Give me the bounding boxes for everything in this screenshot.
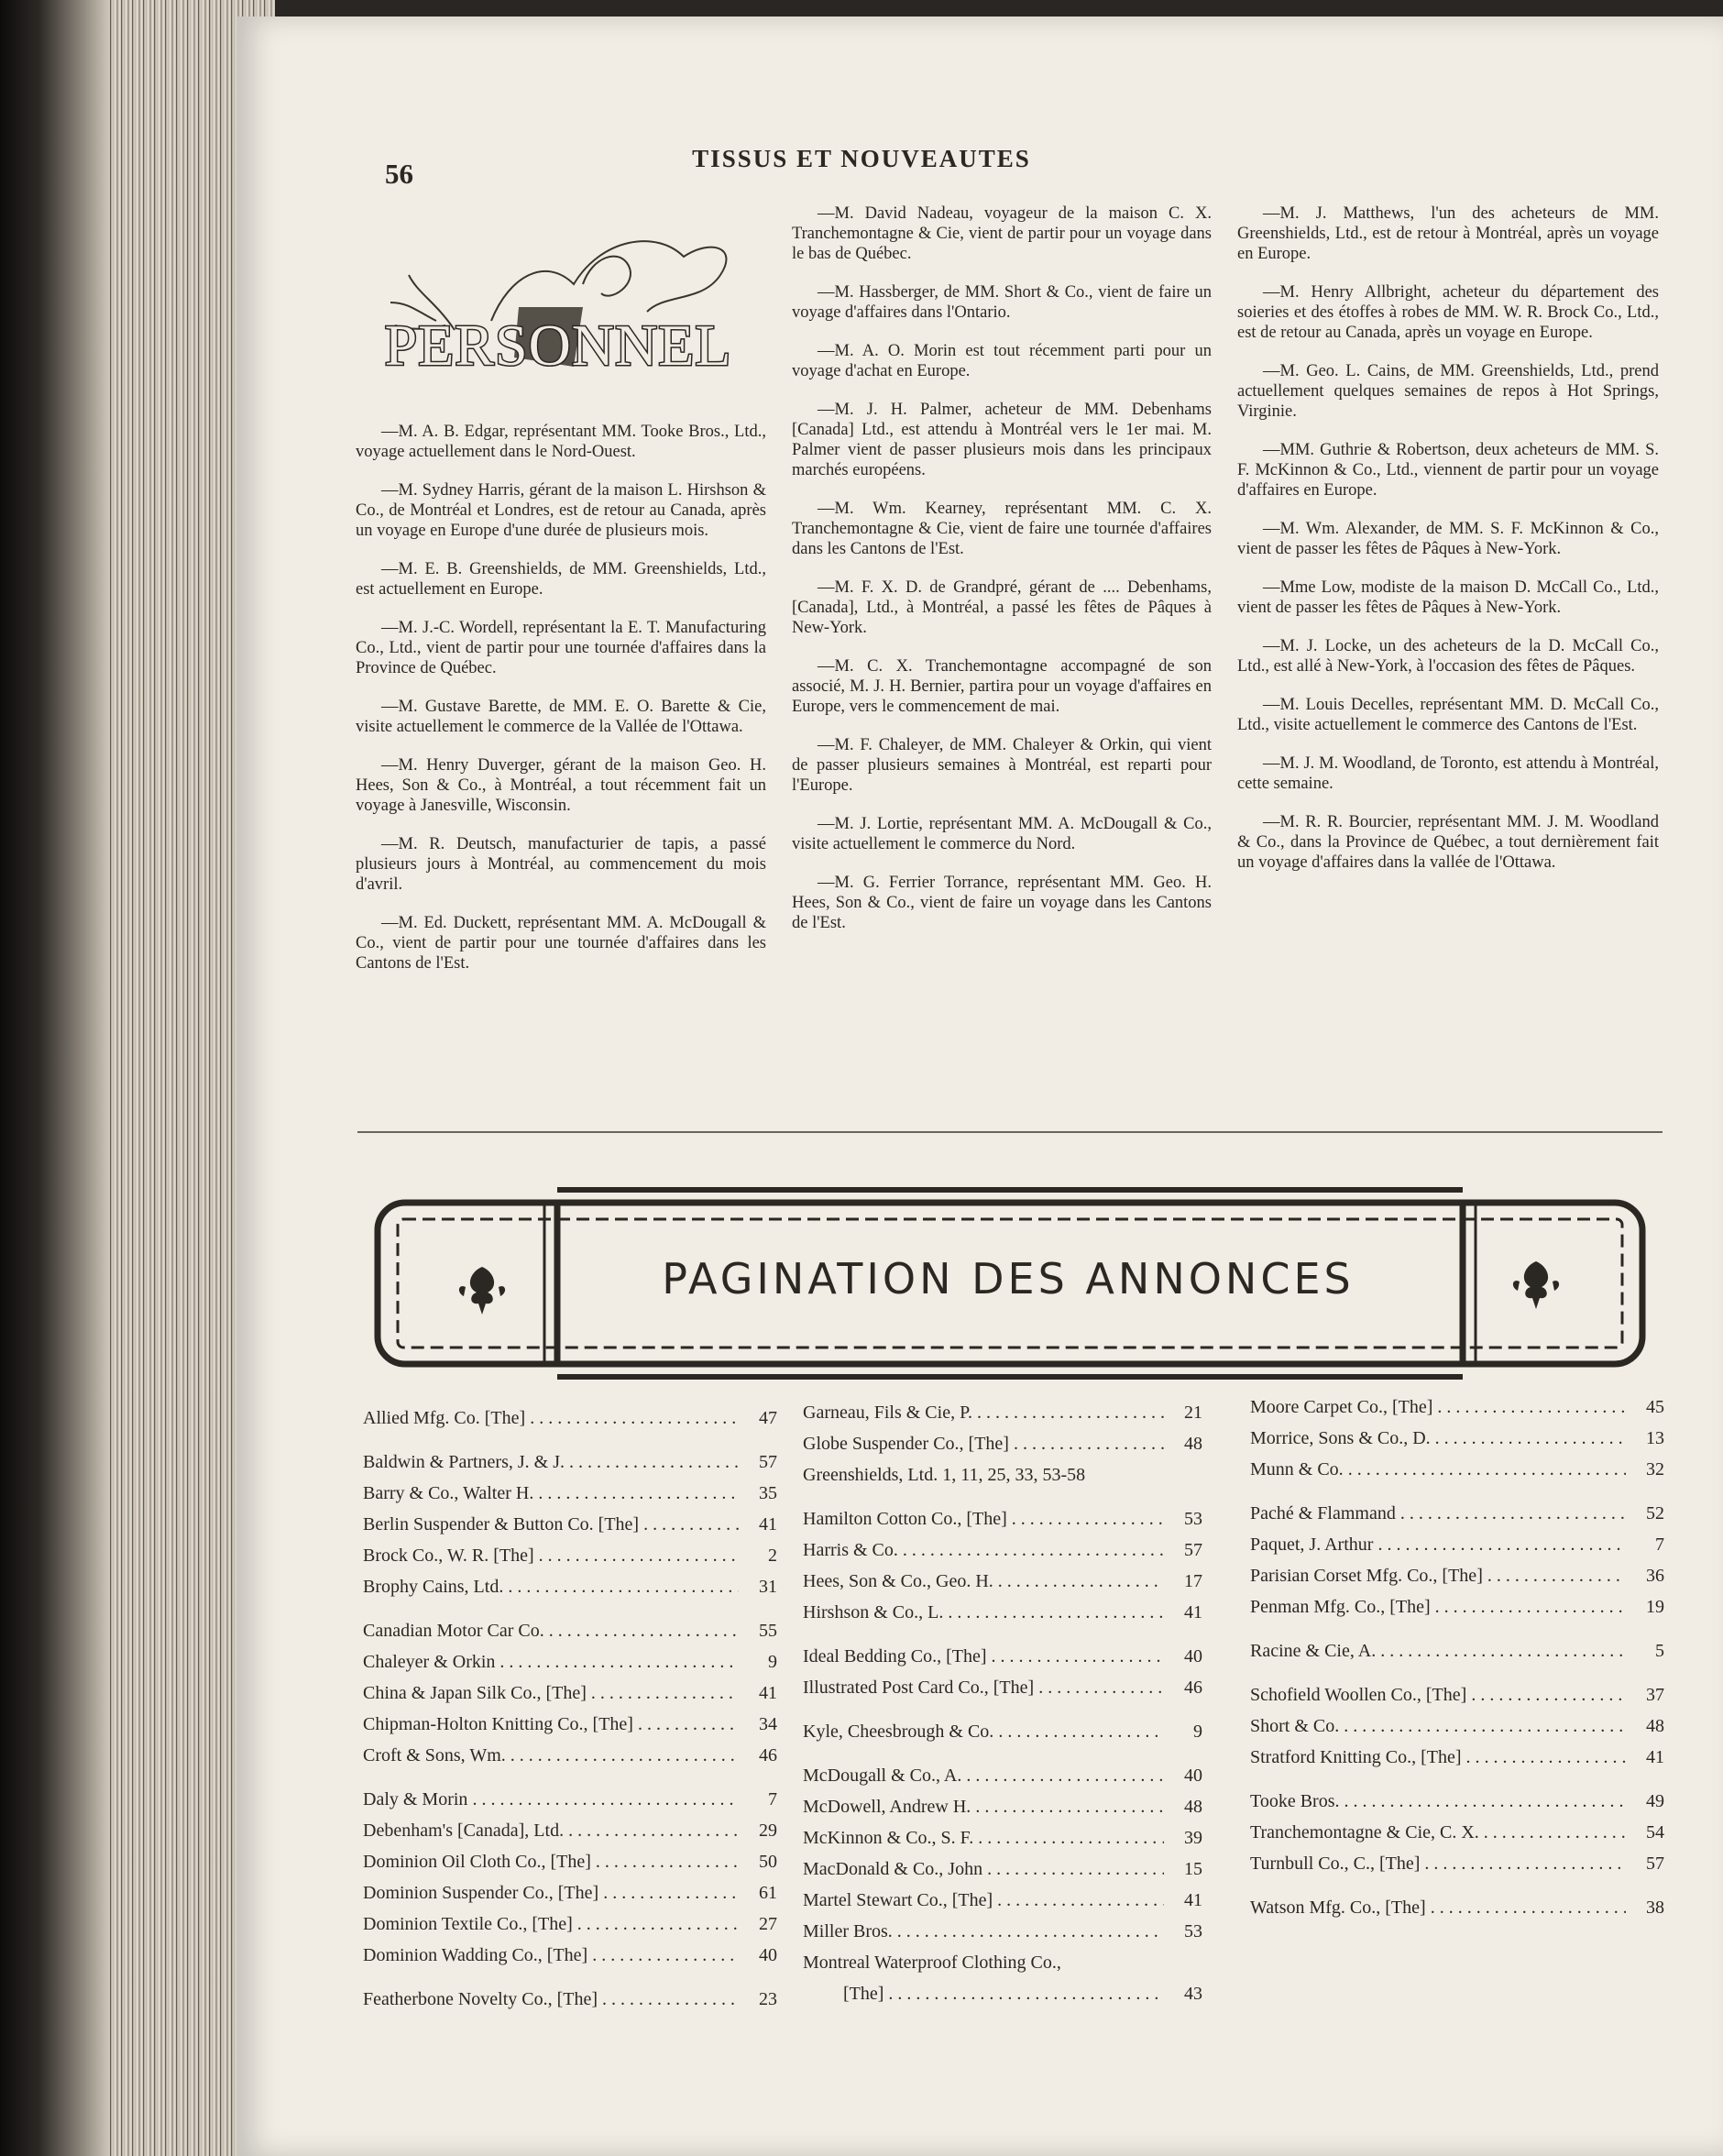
advertiser-name: Globe Suspender Co., [The] . . . [803, 1428, 1164, 1459]
advertiser-page-number: 37 [1646, 1685, 1664, 1705]
personnel-item: —M. Gustave Barette, de MM. E. O. Barette & Cie, visite actuellement le commerce de la Vallée de l'Ottawa. [356, 698, 766, 736]
index-entry [1250, 1635, 1664, 1666]
index-entry [1250, 1423, 1664, 1454]
advertiser-page-number: 45 [1646, 1397, 1664, 1417]
index-entry [363, 1571, 777, 1602]
advertiser-name: Racine & Cie, A. . . . [1250, 1635, 1626, 1666]
advertiser-name: Greenshields, Ltd. 1, 11, 25, 33, 53-58 [803, 1465, 1086, 1485]
advertiser-name: Canadian Motor Car Co. . . . [363, 1615, 739, 1646]
personnel-item: —M. A. B. Edgar, représentant MM. Tooke Bros., Ltd., voyage actuellement dans le Nord-Ouest. [356, 423, 766, 461]
personnel-item: —M. F. Chaleyer, de MM. Chaleyer & Orkin, qui vient de passer plusieurs semaines à Montréal, est reparti pour l'Europe. [792, 736, 1212, 795]
advertiser-name: Penman Mfg. Co., [The] . . . [1250, 1591, 1626, 1622]
index-entry [363, 1877, 777, 1908]
index-entry [803, 1534, 1202, 1566]
advertiser-name: Dominion Oil Cloth Co., [The] . . . [363, 1846, 739, 1877]
advertiser-name: China & Japan Silk Co., [The] . . . [363, 1678, 739, 1709]
advertiser-page-number: 55 [759, 1621, 777, 1641]
advertiser-page-number: 57 [759, 1452, 777, 1472]
index-gap [803, 1490, 1202, 1503]
advertiser-page-number: 41 [1646, 1747, 1664, 1767]
running-title: TISSUS ET NOUVEAUTES [692, 145, 1031, 172]
index-entry [1250, 1848, 1664, 1879]
advertiser-page-number: 43 [1184, 1984, 1202, 2004]
personnel-item: —M. Henry Duverger, gérant de la maison Geo. H. Hees, Son & Co., à Montréal, a tout récemment fait un voyage à Janesville, Wisconsin. [356, 756, 766, 815]
personnel-item: —M. J.-C. Wordell, représentant la E. T. Manufacturing Co., Ltd., vient de partir pour une tournée d'affaires dans la Province de Québec. [356, 619, 766, 677]
advertiser-page-number: 17 [1184, 1571, 1202, 1591]
advertiser-name: Debenham's [Canada], Ltd. . . . [363, 1815, 739, 1846]
index-gap [803, 1747, 1202, 1760]
personnel-item: —M. J. M. Woodland, de Toronto, est attendu à Montréal, cette semaine. [1237, 754, 1659, 793]
advertiser-page-number: 40 [1184, 1766, 1202, 1786]
index-entry [803, 1760, 1202, 1791]
advertiser-name: Turnbull Co., C., [The] . . . [1250, 1848, 1626, 1879]
advertiser-name: Brophy Cains, Ltd. . . . [363, 1571, 739, 1602]
book-spine-shadow [0, 0, 110, 2156]
index-gap [1250, 1879, 1664, 1892]
advertiser-name: Dominion Suspender Co., [The] . . . [363, 1877, 739, 1908]
advertiser-index-column-1 [363, 1402, 777, 2015]
advertiser-name: Chipman-Holton Knitting Co., [The] . . . [363, 1709, 739, 1740]
index-entry [363, 1908, 777, 1940]
advertiser-name: Garneau, Fils & Cie, P. . . . [803, 1397, 1164, 1428]
advertiser-name: Harris & Co. . . . [803, 1534, 1164, 1566]
index-gap [363, 1434, 777, 1446]
index-entry [1250, 1498, 1664, 1529]
index-entry [803, 1947, 1202, 1978]
advertiser-page-number: 40 [759, 1945, 777, 1965]
advertiser-name: Martel Stewart Co., [The] . . . [803, 1885, 1164, 1916]
advertiser-name: [The] . . . [803, 1978, 1164, 2009]
personnel-item: —M. Louis Decelles, représentant MM. D. McCall Co., Ltd., visite actuellement le commerce des Cantons de l'Est. [1237, 696, 1659, 734]
index-entry [803, 1978, 1202, 2009]
advertiser-name: Allied Mfg. Co. [The] . . . [363, 1402, 739, 1434]
advertiser-name: Parisian Corset Mfg. Co., [The] . . . [1250, 1560, 1626, 1591]
advertiser-page-number: 9 [1193, 1722, 1202, 1742]
advertiser-page-number: 21 [1184, 1402, 1202, 1423]
advertiser-name: Tooke Bros. . . . [1250, 1786, 1626, 1817]
index-entry [1250, 1454, 1664, 1485]
index-entry [803, 1459, 1202, 1490]
index-gap [1250, 1666, 1664, 1679]
index-entry [803, 1566, 1202, 1597]
index-entry [363, 1446, 777, 1478]
fleur-de-lis-icon [459, 1267, 505, 1314]
personnel-item: —M. Sydney Harris, gérant de la maison L. Hirshson & Co., de Montréal et Londres, est de retour au Canada, après un voyage en Europe d'une durée de plusieurs mois. [356, 481, 766, 540]
personnel-item: —MM. Guthrie & Robertson, deux acheteurs de MM. S. F. McKinnon & Co., Ltd., viennent de partir pour un voyage d'affaires en Europe. [1237, 441, 1659, 500]
index-gap [1250, 1485, 1664, 1498]
advertiser-page-number: 49 [1646, 1791, 1664, 1811]
index-entry [363, 1678, 777, 1709]
index-entry [1250, 1786, 1664, 1817]
index-entry [803, 1885, 1202, 1916]
advertiser-page-number: 2 [768, 1546, 777, 1566]
personnel-item: —M. R. R. Bourcier, représentant MM. J. M. Woodland & Co., dans la Province de Québec, a tout dernièrement fait un voyage d'affaires dans la vallée de l'Ottawa. [1237, 813, 1659, 872]
index-entry [803, 1854, 1202, 1885]
advertiser-page-number: 50 [759, 1852, 777, 1872]
advertiser-name: Tranchemontagne & Cie, C. X. . . . [1250, 1817, 1626, 1848]
advertiser-page-number: 57 [1646, 1854, 1664, 1874]
advertiser-page-number: 36 [1646, 1566, 1664, 1586]
index-entry [363, 1540, 777, 1571]
index-gap [363, 1971, 777, 1984]
advertiser-page-number: 38 [1646, 1898, 1664, 1918]
personnel-item: —M. J. Locke, un des acheteurs de la D. McCall Co., Ltd., est allé à New-York, à l'occasion des fêtes de Pâques. [1237, 637, 1659, 676]
advertiser-page-number: 46 [759, 1745, 777, 1766]
advertiser-page-number: 19 [1646, 1597, 1664, 1617]
personnel-column-3 [1237, 204, 1659, 891]
advertiser-page-number: 39 [1184, 1828, 1202, 1848]
advertiser-name: Montreal Waterproof Clothing Co., [803, 1952, 1061, 1973]
advertiser-page-number: 40 [1184, 1646, 1202, 1666]
personnel-item: —M. Wm. Alexander, de MM. S. F. McKinnon & Co., vient de passer les fêtes de Pâques à New-York. [1237, 520, 1659, 558]
pagination-title: PAGINATION DES ANNONCES [662, 1254, 1355, 1304]
advertiser-name: Barry & Co., Walter H. . . . [363, 1478, 739, 1509]
index-entry [363, 1478, 777, 1509]
index-entry [803, 1916, 1202, 1947]
advertiser-page-number: 31 [759, 1577, 777, 1597]
advertiser-name: Miller Bros. . . . [803, 1916, 1164, 1947]
index-entry [363, 1402, 777, 1434]
advertiser-page-number: 41 [1184, 1602, 1202, 1622]
index-entry [363, 1940, 777, 1971]
index-gap [1250, 1773, 1664, 1786]
personnel-item: —M. A. O. Morin est tout récemment parti pour un voyage d'achat en Europe. [792, 342, 1212, 380]
advertiser-name: Dominion Textile Co., [The] . . . [363, 1908, 739, 1940]
index-entry [1250, 1892, 1664, 1923]
index-entry [363, 1846, 777, 1877]
advertiser-page-number: 9 [768, 1652, 777, 1672]
advertiser-name: Croft & Sons, Wm. . . . [363, 1740, 739, 1771]
advertiser-name: Daly & Morin . . . [363, 1784, 739, 1815]
advertiser-page-number: 53 [1184, 1509, 1202, 1529]
advertiser-page-number: 32 [1646, 1459, 1664, 1480]
index-entry [1250, 1679, 1664, 1710]
personnel-item: —M. C. X. Tranchemontagne accompagné de son associé, M. J. H. Bernier, partira pour un voyage d'affaires en Europe, vers le commencement de mai. [792, 657, 1212, 716]
index-entry [1250, 1392, 1664, 1423]
index-entry [363, 1615, 777, 1646]
personnel-item: —M. Wm. Kearney, représentant MM. C. X. Tranchemontagne & Cie, vient de faire une tournée d'affaires dans les Cantons de l'Est. [792, 500, 1212, 558]
advertiser-page-number: 48 [1184, 1434, 1202, 1454]
personnel-item: —M. Henry Allbright, acheteur du département des soieries et des étoffes à robes de MM. W. R. Brock Co., Ltd., est de retour au Canada, après un voyage en Europe. [1237, 283, 1659, 342]
personnel-item: —M. E. B. Greenshields, de MM. Greenshields, Ltd., est actuellement en Europe. [356, 560, 766, 599]
index-entry [803, 1716, 1202, 1747]
personnel-item: —M. Hassberger, de MM. Short & Co., vient de faire un voyage d'affaires dans l'Ontario. [792, 283, 1212, 322]
advertiser-name: Stratford Knitting Co., [The] . . . [1250, 1742, 1626, 1773]
advertiser-page-number: 52 [1646, 1503, 1664, 1524]
advertiser-name: Moore Carpet Co., [The] . . . [1250, 1392, 1626, 1423]
advertiser-page-number: 5 [1655, 1641, 1664, 1661]
advertiser-name: Berlin Suspender & Button Co. [The] . . . [363, 1509, 739, 1540]
personnel-item: —M. F. X. D. de Grandpré, gérant de .... Debenhams, [Canada], Ltd., à Montréal, a passé les fêtes de Pâques à New-York. [792, 578, 1212, 637]
advertiser-page-number: 15 [1184, 1859, 1202, 1879]
advertiser-page-number: 53 [1184, 1921, 1202, 1942]
advertiser-page-number: 29 [759, 1820, 777, 1841]
personnel-item: —M. R. Deutsch, manufacturier de tapis, a passé plusieurs jours à Montréal, au commencement du mois d'avril. [356, 835, 766, 894]
advertiser-index-column-3 [1250, 1392, 1664, 1923]
advertiser-name: MacDonald & Co., John . . . [803, 1854, 1164, 1885]
advertiser-index-column-2 [803, 1397, 1202, 2009]
personnel-item: —M. J. H. Palmer, acheteur de MM. Debenhams [Canada] Ltd., est attendu à Montréal vers le 1er mai. M. Palmer vient de passer plusieurs mois dans les principaux marchés européens. [792, 401, 1212, 479]
index-entry [803, 1597, 1202, 1628]
advertiser-name: McDowell, Andrew H. . . . [803, 1791, 1164, 1822]
personnel-column-1 [356, 422, 766, 992]
advertiser-page-number: 41 [1184, 1890, 1202, 1910]
advertiser-page-number: 41 [759, 1683, 777, 1703]
index-entry [1250, 1591, 1664, 1622]
index-entry [803, 1397, 1202, 1428]
advertiser-page-number: 7 [768, 1789, 777, 1810]
personnel-item: —M. David Nadeau, voyageur de la maison C. X. Tranchemontagne & Cie, vient de partir pour un voyage dans le bas de Québec. [792, 204, 1212, 263]
index-entry [1250, 1817, 1664, 1848]
index-gap [363, 1771, 777, 1784]
advertiser-name: Hirshson & Co., L. . . . [803, 1597, 1164, 1628]
advertiser-name: Brock Co., W. R. [The] . . . [363, 1540, 739, 1571]
advertiser-name: Paquet, J. Arthur . . . [1250, 1529, 1626, 1560]
personnel-column-2 [792, 204, 1212, 952]
index-entry [803, 1822, 1202, 1854]
advertiser-name: Chaleyer & Orkin . . . [363, 1646, 739, 1678]
advertiser-name: Munn & Co. . . . [1250, 1454, 1626, 1485]
index-gap [803, 1703, 1202, 1716]
advertiser-page-number: 46 [1184, 1678, 1202, 1698]
advertiser-name: Dominion Wadding Co., [The] . . . [363, 1940, 739, 1971]
advertiser-page-number: 27 [759, 1914, 777, 1934]
advertiser-name: Hees, Son & Co., Geo. H. . . . [803, 1566, 1164, 1597]
personnel-logo-text: PERSONNEL [384, 313, 732, 378]
advertiser-page-number: 57 [1184, 1540, 1202, 1560]
advertiser-name: Morrice, Sons & Co., D. . . . [1250, 1423, 1626, 1454]
advertiser-page-number: 47 [759, 1408, 777, 1428]
page-number: 56 [385, 158, 413, 190]
advertiser-name: Baldwin & Partners, J. & J. . . . [363, 1446, 739, 1478]
advertiser-page-number: 23 [759, 1989, 777, 2009]
index-entry [803, 1428, 1202, 1459]
advertiser-name: Short & Co. . . . [1250, 1710, 1626, 1742]
index-entry [363, 1740, 777, 1771]
personnel-item: —Mme Low, modiste de la maison D. McCall Co., Ltd., vient de passer les fêtes de Pâques à New-York. [1237, 578, 1659, 617]
personnel-item: —M. G. Ferrier Torrance, représentant MM. Geo. H. Hees, Son & Co., vient de faire un voyage dans les Cantons de l'Est. [792, 874, 1212, 932]
advertiser-page-number: 13 [1646, 1428, 1664, 1448]
advertiser-name: Ideal Bedding Co., [The] . . . [803, 1641, 1164, 1672]
advertiser-page-number: 7 [1655, 1534, 1664, 1555]
advertiser-name: Illustrated Post Card Co., [The] . . . [803, 1672, 1164, 1703]
index-entry [363, 1784, 777, 1815]
index-entry [803, 1503, 1202, 1534]
index-entry [363, 1509, 777, 1540]
index-entry [363, 1709, 777, 1740]
advertiser-name: Hamilton Cotton Co., [The] . . . [803, 1503, 1164, 1534]
advertiser-page-number: 41 [759, 1514, 777, 1534]
index-gap [1250, 1622, 1664, 1635]
advertiser-name: Paché & Flammand . . . [1250, 1498, 1626, 1529]
advertiser-name: McKinnon & Co., S. F. . . . [803, 1822, 1164, 1854]
personnel-item: —M. J. Matthews, l'un des acheteurs de MM. Greenshields, Ltd., est de retour à Montréal, après un voyage en Europe. [1237, 204, 1659, 263]
index-gap [803, 1628, 1202, 1641]
index-entry [1250, 1529, 1664, 1560]
index-entry [803, 1672, 1202, 1703]
personnel-logo [354, 220, 763, 412]
advertiser-page-number: 61 [759, 1883, 777, 1903]
advertiser-page-number: 34 [759, 1714, 777, 1734]
index-entry [363, 1815, 777, 1846]
section-divider [357, 1131, 1663, 1133]
advertiser-page-number: 48 [1184, 1797, 1202, 1817]
index-entry [363, 1646, 777, 1678]
advertiser-name: McDougall & Co., A. . . . [803, 1760, 1164, 1791]
advertiser-page-number: 48 [1646, 1716, 1664, 1736]
index-gap [363, 1602, 777, 1615]
index-entry [1250, 1710, 1664, 1742]
index-entry [803, 1791, 1202, 1822]
advertiser-name: Featherbone Novelty Co., [The] . . . [363, 1984, 739, 2015]
index-entry [363, 1984, 777, 2015]
advertiser-name: Kyle, Cheesbrough & Co. . . . [803, 1716, 1164, 1747]
index-entry [1250, 1742, 1664, 1773]
advertiser-name: Schofield Woollen Co., [The] . . . [1250, 1679, 1626, 1710]
advertiser-page-number: 35 [759, 1483, 777, 1503]
index-entry [803, 1641, 1202, 1672]
personnel-item: —M. Ed. Duckett, représentant MM. A. McDougall & Co., vient de partir pour une tournée d'affaires dans les Cantons de l'Est. [356, 914, 766, 973]
fleur-de-lis-icon [1513, 1261, 1559, 1309]
index-entry [1250, 1560, 1664, 1591]
personnel-item: —M. J. Lortie, représentant MM. A. McDougall & Co., visite actuellement le commerce du Nord. [792, 815, 1212, 853]
advertiser-page-number: 54 [1646, 1822, 1664, 1842]
personnel-item: —M. Geo. L. Cains, de MM. Greenshields, Ltd., prend actuellement quelques semaines de repos à Hot Springs, Virginie. [1237, 362, 1659, 421]
advertiser-name: Watson Mfg. Co., [The] . . . [1250, 1892, 1626, 1923]
